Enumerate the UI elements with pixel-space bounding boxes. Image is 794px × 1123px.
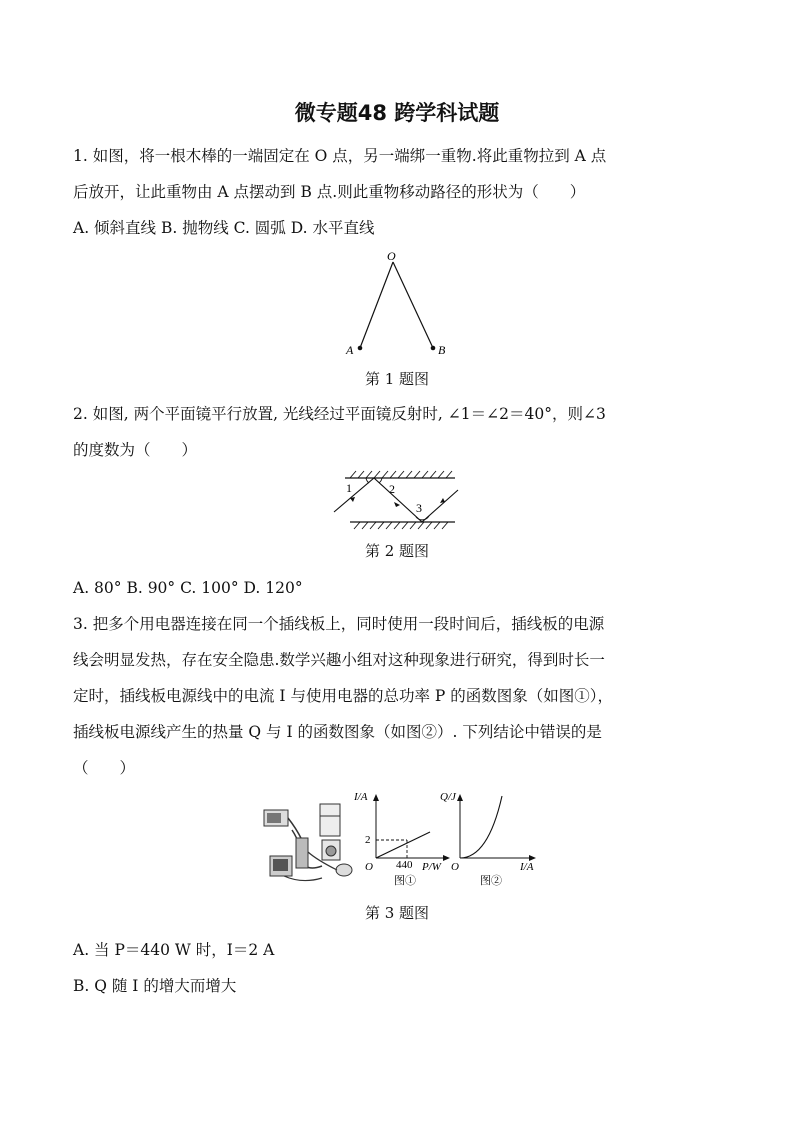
point-b bbox=[431, 346, 436, 351]
graph2-origin: O bbox=[451, 861, 459, 873]
graph-1-current-vs-power bbox=[354, 788, 454, 890]
appliances-illustration bbox=[262, 800, 362, 888]
q2-options: A. 80° B. 90° C. 100° D. 120° bbox=[73, 579, 303, 597]
q3-option-b: B. Q 随 I 的增大而增大 bbox=[73, 977, 237, 995]
graph1-ylabel: I/A bbox=[354, 791, 368, 803]
point-a bbox=[358, 346, 363, 351]
q3-caption: 第 3 题图 bbox=[364, 904, 430, 922]
graph2-ylabel: Q/J bbox=[440, 791, 456, 803]
arrow-2 bbox=[394, 502, 400, 507]
q3-text-line3: 定时，插线板电源线中的电流 I 与使用电器的总功率 P 的函数图象（如图①）， bbox=[73, 687, 614, 705]
graph1-name: 图① bbox=[394, 875, 416, 887]
q3-text-line2: 线会明显发热，存在安全隐患.数学兴趣小组对这种现象进行研究，得到时长一 bbox=[73, 651, 605, 669]
q1-options: A. 倾斜直线 B. 抛物线 C. 圆弧 D. 水平直线 bbox=[73, 219, 375, 237]
q1-pendulum-figure bbox=[340, 248, 460, 363]
q3-text-line1: 3. 把多个用电器连接在同一个插线板上，同时使用一段时间后，插线板的电源 bbox=[73, 615, 605, 633]
q2-text-line2: 的度数为（ ） bbox=[73, 441, 198, 459]
angle-2-arc bbox=[379, 478, 382, 483]
angle-1-arc bbox=[366, 478, 369, 483]
graph1-line bbox=[376, 832, 430, 858]
q2-mirror-figure bbox=[330, 468, 460, 530]
q3-text-line5: （ ） bbox=[73, 759, 136, 777]
graph2-name: 图② bbox=[480, 875, 502, 887]
graph2-curve bbox=[460, 796, 502, 858]
q1-text-line1: 1. 如图，将一根木棒的一端固定在 O 点，另一端绑一重物.将此重物拉到 A 点 bbox=[73, 147, 607, 165]
q2-caption: 第 2 题图 bbox=[364, 542, 430, 560]
graph1-xlabel: P/W bbox=[422, 861, 441, 873]
label-o: O bbox=[387, 249, 396, 263]
rope-oa bbox=[360, 262, 393, 348]
rope-ob bbox=[393, 262, 433, 348]
graph2-xlabel: I/A bbox=[520, 861, 534, 873]
q3-option-a: A. 当 P＝440 W 时，I＝2 A bbox=[73, 941, 275, 959]
q3-text-line4: 插线板电源线产生的热量 Q 与 I 的函数图象（如图②）. 下列结论中错误的是 bbox=[73, 723, 602, 741]
q1-caption: 第 1 题图 bbox=[364, 370, 430, 388]
angle-2-label: 2 bbox=[389, 482, 395, 496]
q1-text-line2: 后放开，让此重物由 A 点摆动到 B 点.则此重物移动路径的形状为（ ） bbox=[73, 183, 586, 201]
graph1-origin: O bbox=[365, 861, 373, 873]
q2-text-line1: 2. 如图, 两个平面镜平行放置, 光线经过平面镜反射时, ∠1＝∠2＝40°，则∠3 bbox=[73, 405, 606, 423]
graph1-xtick: 440 bbox=[396, 859, 413, 871]
label-a: A bbox=[346, 343, 354, 357]
graph1-ytick: 2 bbox=[365, 834, 371, 846]
angle-3-label: 3 bbox=[416, 501, 422, 515]
label-b: B bbox=[438, 343, 446, 357]
page-title: 微专题48 跨学科试题 bbox=[294, 101, 500, 125]
angle-1-label: 1 bbox=[346, 481, 352, 495]
graph-2-heat-vs-current bbox=[440, 788, 548, 890]
